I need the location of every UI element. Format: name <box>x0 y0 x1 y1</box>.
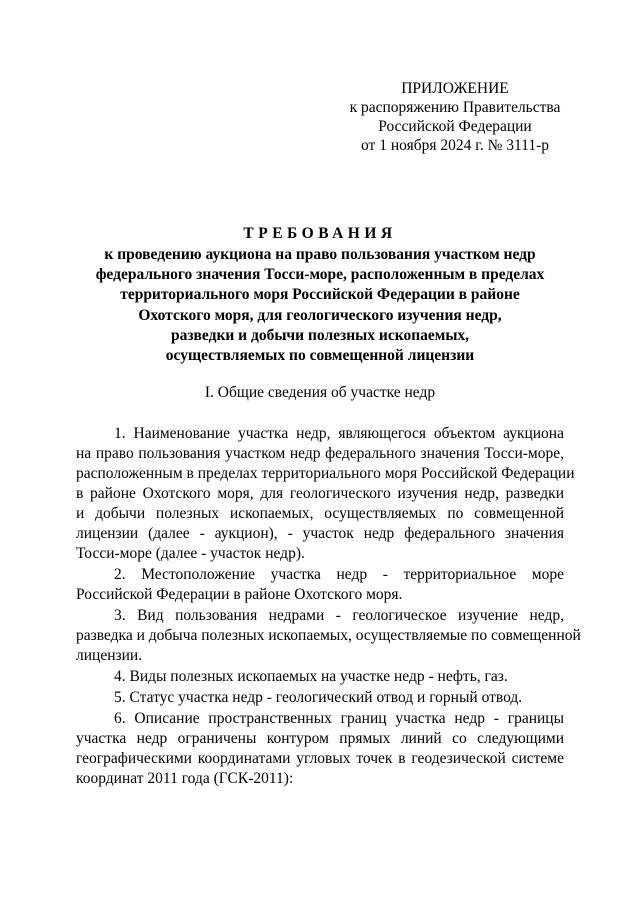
document-title: ТРЕБОВАНИЯ <box>243 225 397 242</box>
paragraph-line: 6. Описание пространственных границ участка недр - границы <box>114 710 564 727</box>
subtitle-line: разведки и добычи полезных ископаемых, <box>170 326 470 344</box>
paragraph-line: Тосси-море (далее - участок недр). <box>76 545 305 562</box>
paragraph-line: 2. Местоположение участка недр - территориальное море <box>114 566 564 583</box>
paragraph-2 <box>76 565 564 605</box>
paragraph-line: на право пользования участком недр федерального значения Тосси-море, <box>76 445 564 462</box>
subtitle-line: осуществляемых по совмещенной лицензии <box>165 347 475 365</box>
subtitle-line: к проведению аукциона на право пользования участком недр <box>104 246 536 263</box>
paragraph-5 <box>76 688 564 708</box>
paragraph-line: 4. Виды полезных ископаемых на участке недр - нефть, газ. <box>114 668 508 685</box>
paragraph-line: Российской Федерации в районе Охотского моря. <box>76 586 403 603</box>
paragraph-line: 5. Статус участка недр - геологический отвод и горный отвод. <box>114 689 523 706</box>
paragraph-line: разведка и добыча полезных ископаемых, осуществляемые по совмещенной <box>76 627 581 644</box>
section-heading: I. Общие сведения об участке недр <box>204 384 436 401</box>
subtitle-line: Охотского моря, для геологического изучения недр, <box>138 306 502 324</box>
paragraph-line: в районе Охотского моря, для геологического изучения недр, разведки <box>76 485 564 502</box>
appendix-reference: к распоряжению Правительства <box>349 99 561 116</box>
paragraph-6 <box>76 709 564 789</box>
appendix-block <box>340 79 570 155</box>
paragraph-line: географическими координатами угловых точек в геодезической системе <box>76 750 564 767</box>
paragraph-line: 3. Вид пользования недрами - геологическое изучение недр, <box>114 607 564 624</box>
subtitle-line: территориального моря Российской Федерации в районе <box>120 286 520 304</box>
paragraph-1 <box>76 424 575 564</box>
paragraph-line: 1. Наименование участка недр, являющегося объектом аукциона <box>114 425 564 442</box>
paragraph-line: лицензии (далее - аукцион), - участок недр федерального значения <box>76 525 564 542</box>
paragraph-line: участка недр ограничены контуром прямых линий со следующими <box>76 730 564 747</box>
paragraph-line: координат 2011 года (ГСК-2011): <box>76 770 294 787</box>
paragraph-line: расположенным в пределах территориального моря Российской Федерации <box>76 465 575 482</box>
paragraph-3 <box>76 606 581 666</box>
paragraph-4 <box>76 667 564 687</box>
subtitle-line: федерального значения Тосси-море, расположенным в пределах <box>95 266 545 284</box>
document-subtitle <box>60 245 580 366</box>
appendix-date-number: от 1 ноября 2024 г. № 3111-р <box>361 137 549 154</box>
paragraph-line: лицензии. <box>76 647 143 664</box>
paragraph-line: и добычи полезных ископаемых, осуществляемых по совмещенной <box>76 505 564 522</box>
appendix-government: Российской Федерации <box>378 118 532 135</box>
appendix-title: ПРИЛОЖЕНИЕ <box>401 80 509 97</box>
body-text <box>76 424 581 790</box>
